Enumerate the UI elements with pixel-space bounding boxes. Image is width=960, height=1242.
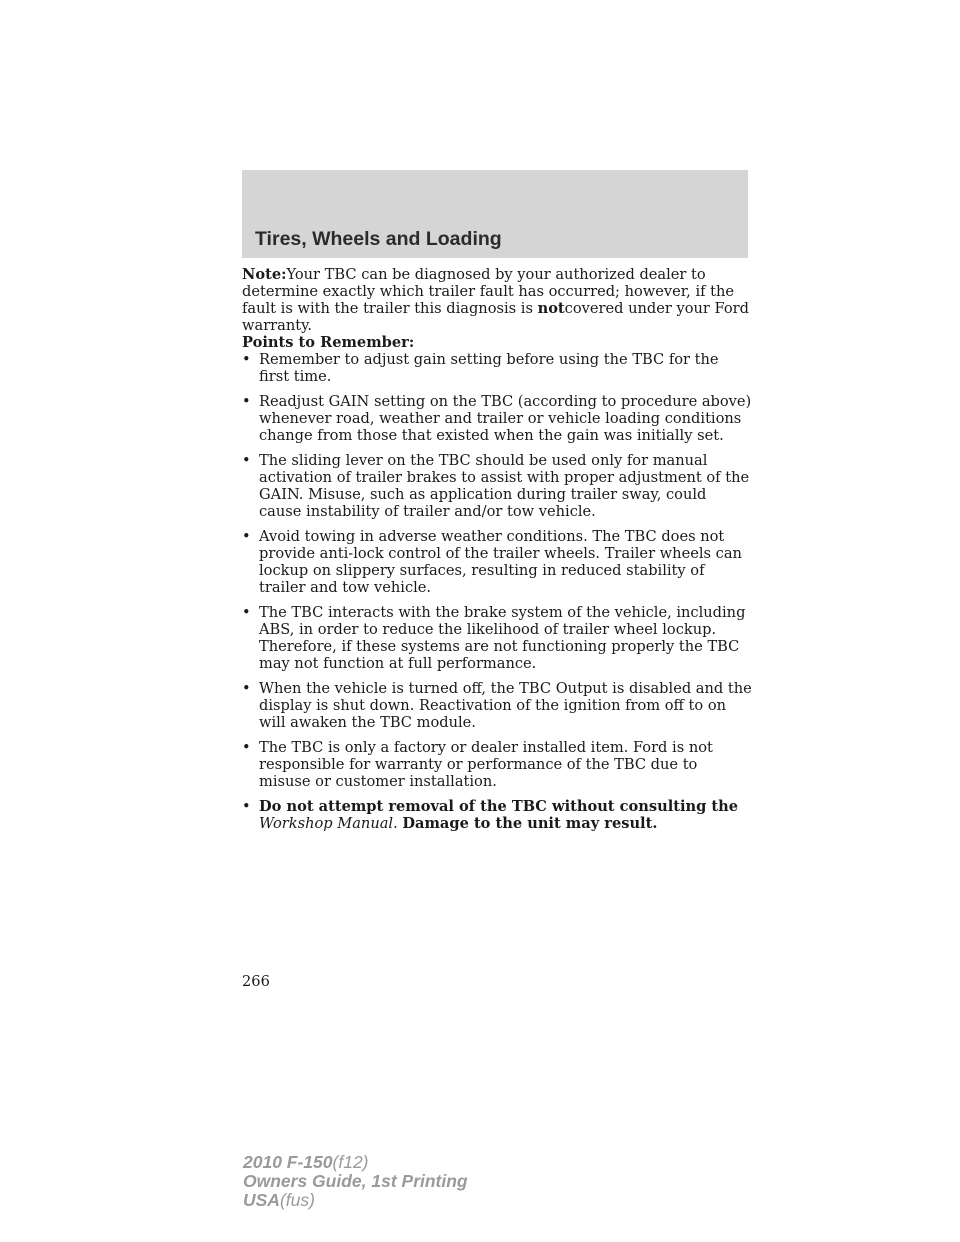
warning-text: Do not attempt removal of the TBC without consulting the	[259, 798, 739, 815]
list-item-text: When the vehicle is turned off, the TBC Output is disabled and the display is shut down. Reactivation of the ignition from off to on will awaken the TBC module.	[259, 680, 752, 731]
list-item-text: The TBC interacts with the brake system of the vehicle, including ABS, in order to reduce the likelihood of trailer wheel lockup. Therefore, if these systems are not functioning properly the TBC may not function at full performance.	[259, 604, 746, 672]
bullet-icon: •	[242, 604, 251, 621]
list-item	[242, 528, 752, 596]
bullet-icon: •	[242, 452, 251, 469]
list-item	[242, 604, 752, 672]
note-label: Note:	[242, 266, 287, 283]
points-heading: Points to Remember:	[242, 334, 415, 351]
list-item-text: The sliding lever on the TBC should be used only for manual activation of trailer brakes to assist with proper adjustment of the GAIN. Misuse, such as application during trailer sway, could cause instability of trailer and/or tow vehicle.	[259, 452, 750, 520]
list-item-text: Avoid towing in adverse weather conditions. The TBC does not provide anti-lock control of the trailer wheels. Trailer wheels can lockup on slippery surfaces, resulting in reduced stability of trailer and tow vehicle.	[259, 528, 742, 596]
footer-region-code: (fus)	[279, 1190, 315, 1210]
list-item	[242, 739, 752, 790]
list-item-text: The TBC is only a factory or dealer installed item. Ford is not responsible for warranty or performance of the TBC due to misuse or customer installation.	[259, 739, 713, 790]
note-paragraph	[242, 266, 752, 334]
footer-model-code: (f12)	[332, 1152, 369, 1172]
section-header-band	[242, 170, 748, 258]
points-list	[242, 351, 752, 832]
bullet-icon: •	[242, 798, 251, 815]
list-item	[242, 351, 752, 385]
page-content	[242, 266, 752, 840]
note-emphasis: not	[537, 300, 565, 317]
list-item	[242, 680, 752, 731]
bullet-icon: •	[242, 680, 251, 697]
workshop-manual-reference: Workshop Manual.	[259, 815, 398, 832]
page-number: 266	[242, 973, 270, 990]
footer-line-guide: Owners Guide, 1st Printing	[243, 1171, 468, 1191]
warning-text-end: Damage to the unit may result.	[402, 815, 658, 832]
footer-region: USA	[243, 1190, 280, 1210]
print-footer	[243, 1153, 468, 1210]
section-title: Tires, Wheels and Loading	[255, 228, 502, 250]
bullet-icon: •	[242, 393, 251, 410]
list-item	[242, 393, 752, 444]
list-item-warning	[242, 798, 752, 832]
footer-line-model	[243, 1153, 468, 1172]
note-text: Your TBC can be diagnosed by your authorized dealer to determine exactly which trailer fault has occurred; however, if the fault is with the trailer this diagnosis is	[242, 266, 735, 317]
footer-line-region	[243, 1191, 468, 1210]
list-item	[242, 452, 752, 520]
list-item-text: Remember to adjust gain setting before using the TBC for the first time.	[259, 351, 719, 385]
list-item-text: Readjust GAIN setting on the TBC (according to procedure above) whenever road, weather and trailer or vehicle loading conditions change from those that existed when the gain was initially set.	[259, 393, 752, 444]
bullet-icon: •	[242, 528, 251, 545]
note-text-end: covered under your Ford warranty.	[242, 300, 749, 334]
bullet-icon: •	[242, 739, 251, 756]
bullet-icon: •	[242, 351, 251, 368]
footer-model: 2010 F-150	[243, 1152, 333, 1172]
